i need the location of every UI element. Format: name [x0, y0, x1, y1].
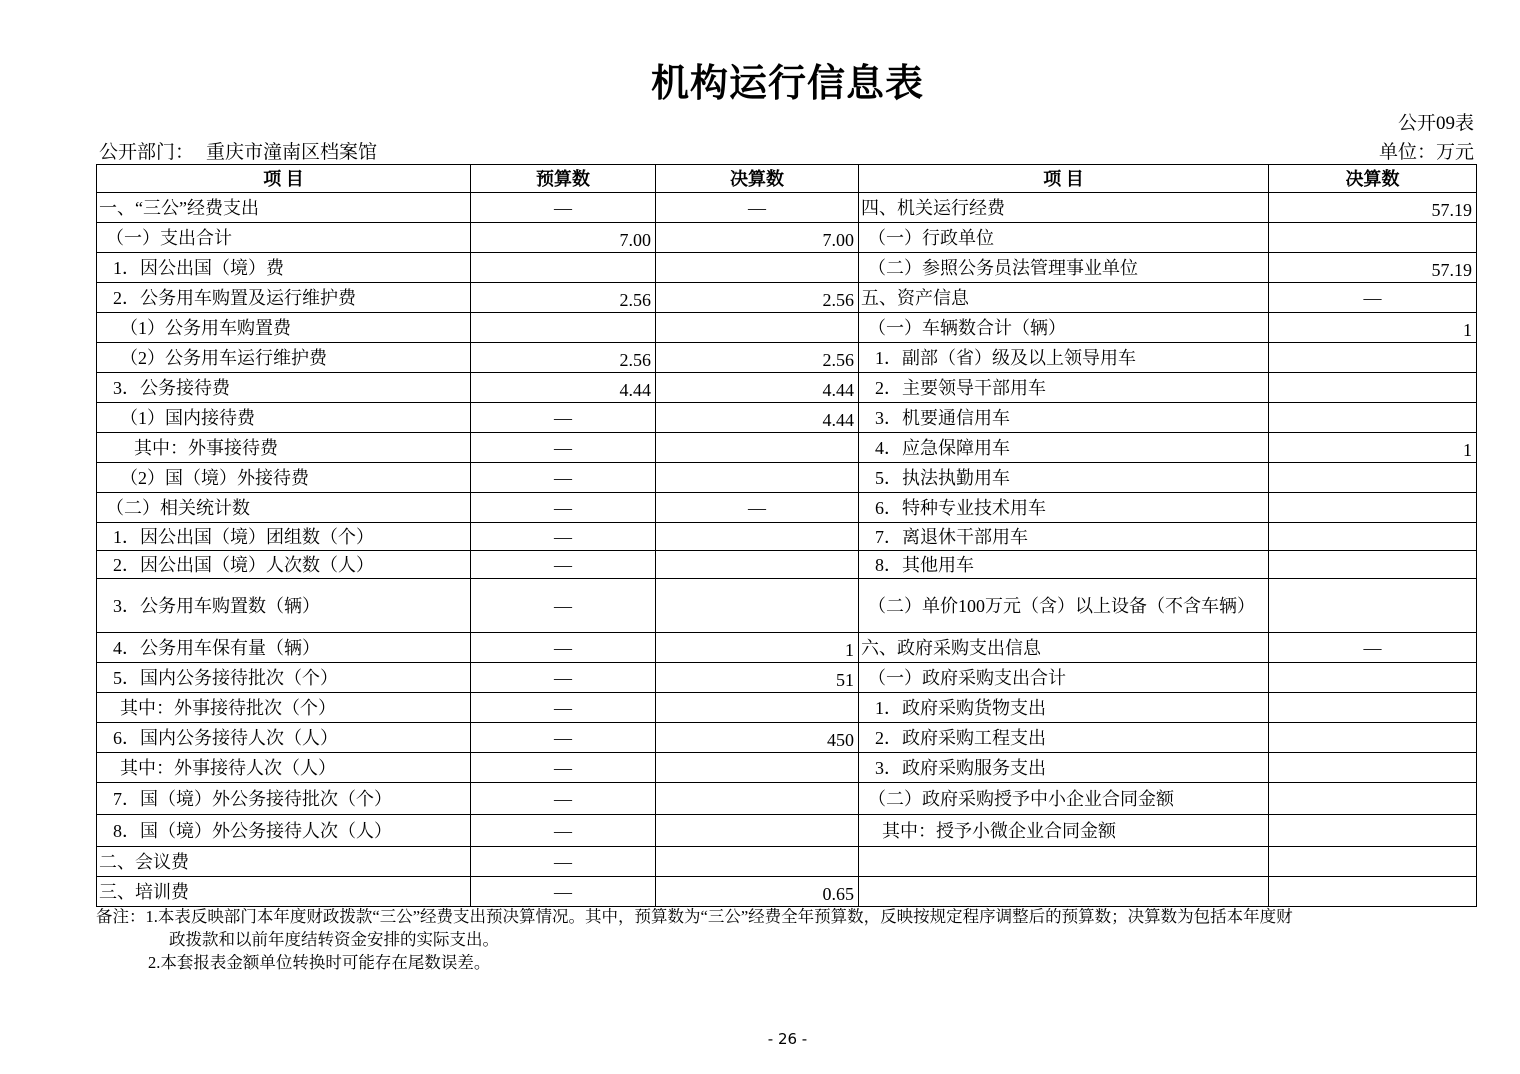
- row-item-right: （二）政府采购授予中小企业合同金额: [859, 783, 1269, 815]
- note-line-2: 2.本套报表金额单位转换时可能存在尾数误差。: [148, 953, 491, 972]
- table-row: [97, 313, 1477, 343]
- row-item-right: 6．特种专业技术用车: [859, 493, 1269, 523]
- table-row: [97, 343, 1477, 373]
- row-item-right: 4．应急保障用车: [859, 433, 1269, 463]
- row-budget: 4.44: [471, 373, 656, 403]
- row-final-left: [656, 847, 859, 877]
- table-row: [97, 523, 1477, 551]
- row-item-left: 3．公务用车购置数（辆）: [97, 579, 471, 633]
- row-final-left: [656, 815, 859, 847]
- row-budget: —: [471, 847, 656, 877]
- page-title: 机构运行信息表: [650, 61, 924, 105]
- row-budget: [471, 313, 656, 343]
- row-final-right: 1: [1269, 313, 1477, 343]
- row-item-left: 其中：外事接待批次（个）: [97, 693, 471, 723]
- row-final-left: 4.44: [656, 403, 859, 433]
- form-number: 公开09表: [1397, 113, 1474, 134]
- row-item-right: 2．政府采购工程支出: [859, 723, 1269, 753]
- row-final-left: 4.44: [656, 373, 859, 403]
- row-final-right: 57.19: [1269, 253, 1477, 283]
- row-final-left: [656, 253, 859, 283]
- row-item-left: 2．因公出国（境）人次数（人）: [97, 551, 471, 579]
- table-row: [97, 551, 1477, 579]
- row-final-right: [1269, 223, 1477, 253]
- row-final-right: —: [1269, 633, 1477, 663]
- table-row: [97, 493, 1477, 523]
- row-budget: —: [471, 551, 656, 579]
- row-final-right: [1269, 847, 1477, 877]
- row-item-right: （二）单价100万元（含）以上设备（不含车辆）: [859, 579, 1269, 633]
- info-table: [96, 164, 1477, 907]
- table-row: [97, 815, 1477, 847]
- row-budget: 2.56: [471, 343, 656, 373]
- row-budget: 7.00: [471, 223, 656, 253]
- row-item-left: 一、“三公”经费支出: [97, 193, 471, 223]
- row-item-left: 5．国内公务接待批次（个）: [97, 663, 471, 693]
- row-budget: —: [471, 579, 656, 633]
- row-budget: —: [471, 433, 656, 463]
- row-final-left: 2.56: [656, 283, 859, 313]
- note-line-1-cont: 政拨款和以前年度结转资金安排的实际支出。: [169, 930, 499, 949]
- table-row: [97, 193, 1477, 223]
- row-final-right: [1269, 783, 1477, 815]
- row-budget: —: [471, 523, 656, 551]
- row-item-right: 3．政府采购服务支出: [859, 753, 1269, 783]
- table-row: [97, 579, 1477, 633]
- row-final-right: [1269, 877, 1477, 907]
- notes: [96, 905, 1476, 974]
- department: [99, 137, 377, 164]
- row-final-right: [1269, 663, 1477, 693]
- row-item-left: 三、培训费: [97, 877, 471, 907]
- row-item-right: 六、政府采购支出信息: [859, 633, 1269, 663]
- row-final-right: —: [1269, 283, 1477, 313]
- row-item-right: 3．机要通信用车: [859, 403, 1269, 433]
- row-item-right: 五、资产信息: [859, 283, 1269, 313]
- note-line-1: 备注：1.本表反映部门本年度财政拨款“三公”经费支出预决算情况。其中，预算数为“三公”经费全年预算数，反映按规定程序调整后的预算数；决算数为包括本年度财: [96, 907, 1293, 926]
- row-final-right: 1: [1269, 433, 1477, 463]
- row-budget: [471, 253, 656, 283]
- row-budget: —: [471, 663, 656, 693]
- row-budget: —: [471, 403, 656, 433]
- row-final-right: 57.19: [1269, 193, 1477, 223]
- row-final-left: [656, 523, 859, 551]
- row-final-left: 450: [656, 723, 859, 753]
- row-final-left: [656, 313, 859, 343]
- table-row: [97, 403, 1477, 433]
- row-item-right: 5．执法执勤用车: [859, 463, 1269, 493]
- row-item-right: [859, 847, 1269, 877]
- table-row: [97, 463, 1477, 493]
- table-row: [97, 783, 1477, 815]
- table-row: [97, 723, 1477, 753]
- row-item-right: 2．主要领导干部用车: [859, 373, 1269, 403]
- row-item-left: 其中：外事接待费: [97, 433, 471, 463]
- row-item-left: 2．公务用车购置及运行维护费: [97, 283, 471, 313]
- row-budget: —: [471, 633, 656, 663]
- table-row: [97, 753, 1477, 783]
- row-final-right: [1269, 723, 1477, 753]
- table-row: [97, 633, 1477, 663]
- row-item-left: （2）公务用车运行维护费: [97, 343, 471, 373]
- row-item-left: 1．因公出国（境）团组数（个）: [97, 523, 471, 551]
- row-budget: —: [471, 783, 656, 815]
- row-budget: —: [471, 493, 656, 523]
- header-item-left: 项 目: [97, 165, 471, 193]
- row-item-right: 四、机关运行经费: [859, 193, 1269, 223]
- row-item-right: 1．政府采购货物支出: [859, 693, 1269, 723]
- table-row: [97, 877, 1477, 907]
- row-final-right: [1269, 693, 1477, 723]
- row-item-right: 7．离退休干部用车: [859, 523, 1269, 551]
- page-number: - 26 -: [767, 1030, 808, 1048]
- row-item-right: 8．其他用车: [859, 551, 1269, 579]
- row-final-right: [1269, 463, 1477, 493]
- row-item-right: （一）车辆数合计（辆）: [859, 313, 1269, 343]
- row-item-right: （一）行政单位: [859, 223, 1269, 253]
- row-final-left: [656, 433, 859, 463]
- table-row: [97, 283, 1477, 313]
- row-final-right: [1269, 579, 1477, 633]
- row-budget: —: [471, 463, 656, 493]
- row-item-left: 二、会议费: [97, 847, 471, 877]
- table-body: [97, 193, 1477, 907]
- row-budget: —: [471, 815, 656, 847]
- row-final-right: [1269, 815, 1477, 847]
- row-item-left: 6．国内公务接待人次（人）: [97, 723, 471, 753]
- row-item-left: （2）国（境）外接待费: [97, 463, 471, 493]
- department-name: 重庆市潼南区档案馆: [206, 142, 378, 163]
- department-label: 公开部门：: [99, 142, 195, 163]
- row-final-left: 2.56: [656, 343, 859, 373]
- row-final-left: [656, 753, 859, 783]
- unit-label: 单位：万元: [1378, 142, 1474, 163]
- row-final-left: [656, 693, 859, 723]
- row-item-left: （1）公务用车购置费: [97, 313, 471, 343]
- table-row: [97, 223, 1477, 253]
- row-final-left: 0.65: [656, 877, 859, 907]
- table-row: [97, 663, 1477, 693]
- row-item-left: 3．公务接待费: [97, 373, 471, 403]
- row-item-right: 其中：授予小微企业合同金额: [859, 815, 1269, 847]
- row-final-right: [1269, 523, 1477, 551]
- row-item-left: 其中：外事接待人次（人）: [97, 753, 471, 783]
- row-final-right: [1269, 403, 1477, 433]
- table-header-row: [97, 165, 1477, 193]
- row-budget: —: [471, 753, 656, 783]
- row-item-right: 1．副部（省）级及以上领导用车: [859, 343, 1269, 373]
- table-row: [97, 847, 1477, 877]
- row-budget: —: [471, 693, 656, 723]
- row-final-right: [1269, 551, 1477, 579]
- row-item-left: 1．因公出国（境）费: [97, 253, 471, 283]
- row-budget: —: [471, 877, 656, 907]
- row-item-left: （二）相关统计数: [97, 493, 471, 523]
- row-item-left: 8．国（境）外公务接待人次（人）: [97, 815, 471, 847]
- row-final-left: —: [656, 493, 859, 523]
- row-item-left: 4．公务用车保有量（辆）: [97, 633, 471, 663]
- row-final-right: [1269, 373, 1477, 403]
- row-final-left: [656, 551, 859, 579]
- row-final-left: —: [656, 193, 859, 223]
- header-final-left: 决算数: [656, 165, 859, 193]
- row-final-right: [1269, 753, 1477, 783]
- header-item-right: 项 目: [859, 165, 1269, 193]
- row-final-right: [1269, 493, 1477, 523]
- header-final-right: 决算数: [1269, 165, 1477, 193]
- row-final-left: [656, 783, 859, 815]
- row-final-left: 1: [656, 633, 859, 663]
- row-item-right: （一）政府采购支出合计: [859, 663, 1269, 693]
- row-final-right: [1269, 343, 1477, 373]
- row-budget: —: [471, 193, 656, 223]
- row-final-left: 7.00: [656, 223, 859, 253]
- table-row: [97, 253, 1477, 283]
- table-row: [97, 433, 1477, 463]
- table-row: [97, 693, 1477, 723]
- row-final-left: [656, 579, 859, 633]
- table-row: [97, 373, 1477, 403]
- row-final-left: 51: [656, 663, 859, 693]
- row-item-left: 7．国（境）外公务接待批次（个）: [97, 783, 471, 815]
- row-item-right: [859, 877, 1269, 907]
- row-item-right: （二）参照公务员法管理事业单位: [859, 253, 1269, 283]
- row-item-left: （1）国内接待费: [97, 403, 471, 433]
- row-final-left: [656, 463, 859, 493]
- header-budget: 预算数: [471, 165, 656, 193]
- row-budget: 2.56: [471, 283, 656, 313]
- row-budget: —: [471, 723, 656, 753]
- row-item-left: （一）支出合计: [97, 223, 471, 253]
